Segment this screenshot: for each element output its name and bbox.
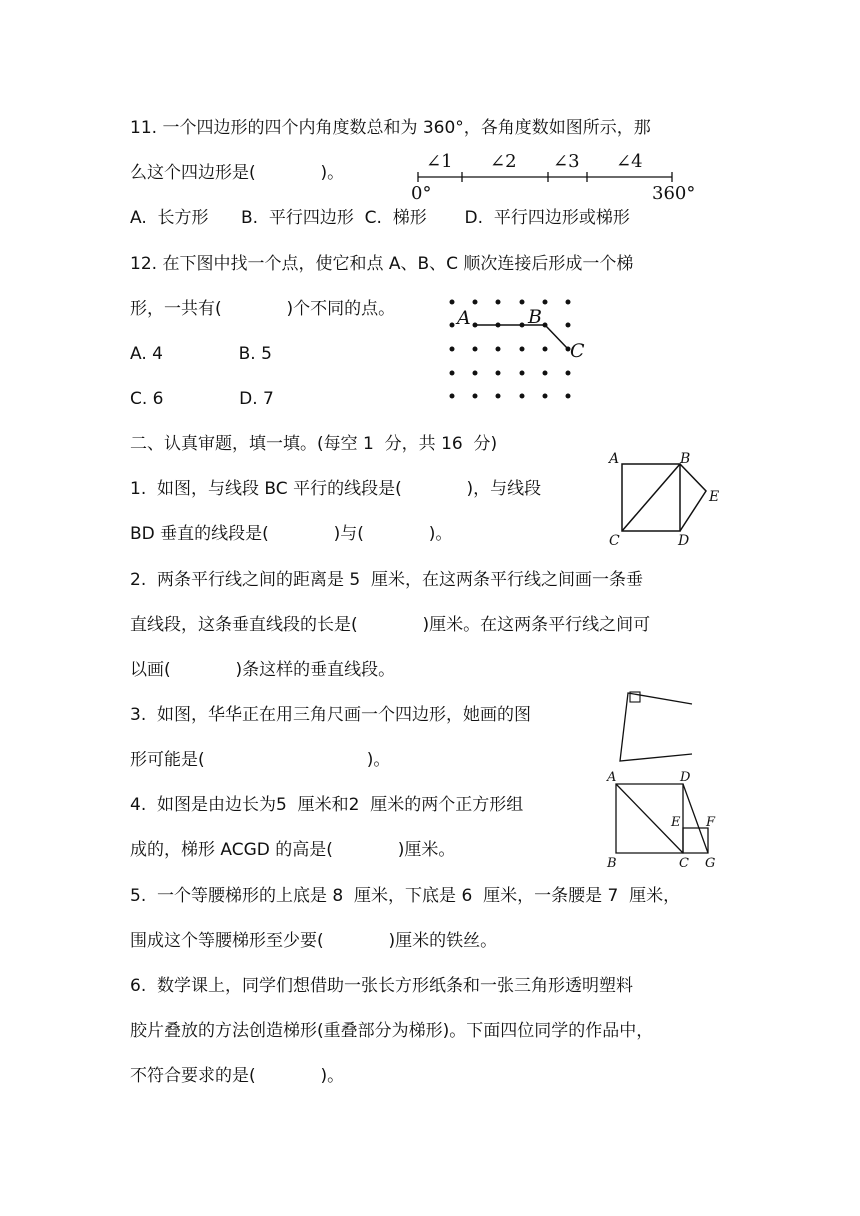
label-b: B	[680, 451, 691, 467]
q12-options-row-1: A. 4 B. 5	[130, 344, 272, 364]
q12-line-2: 形，一共有( )个不同的点。	[130, 299, 396, 319]
section-2-heading: 二、认真审题，填一填。(每空 1 分，共 16 分)	[130, 434, 498, 454]
angle-bar-figure	[408, 146, 708, 204]
point-c-label: C	[570, 340, 585, 362]
s2-q4-line-2: 成的，梯形 ACGD 的高是( )厘米。	[130, 840, 456, 860]
q12-options-row-2: C. 6 D. 7	[130, 389, 274, 409]
s2-q6-line-3: 不符合要求的是( )。	[130, 1066, 345, 1086]
end-degree-label: 360°	[652, 183, 696, 204]
label-b: B	[607, 856, 617, 870]
label-a: A	[607, 770, 617, 785]
q11-line-1: 11. 一个四边形的四个内角度数总和为 360°，各角度数如图所示，那	[130, 118, 651, 138]
two-squares-figure	[600, 766, 720, 870]
s2-q6-line-1: 6. 数学课上，同学们想借助一张长方形纸条和一张三角形透明塑料	[130, 976, 634, 996]
s2-q2-line-1: 2. 两条平行线之间的距离是 5 厘米，在这两条平行线之间画一条垂	[130, 570, 644, 590]
label-e: E	[709, 489, 720, 505]
q12-line-1: 12. 在下图中找一个点，使它和点 A、B、C 顺次连接后形成一个梯	[130, 254, 634, 274]
s2-q3-line-2: 形可能是( )。	[130, 750, 391, 770]
square-pentagon-figure	[600, 446, 730, 550]
q11-line-2: 么这个四边形是( )。	[130, 163, 345, 183]
s2-q1-line-2: BD 垂直的线段是( )与( )。	[130, 524, 453, 544]
triangle-ruler-quadrilateral-figure	[612, 684, 702, 766]
s2-q3-line-1: 3. 如图，华华正在用三角尺画一个四边形，她画的图	[130, 705, 532, 725]
label-d: D	[680, 770, 691, 785]
s2-q1-line-1: 1. 如图，与线段 BC 平行的线段是( )，与线段	[130, 479, 542, 499]
start-degree-label: 0°	[411, 183, 432, 204]
s2-q5-line-2: 围成这个等腰梯形至少要( )厘米的铁丝。	[130, 931, 498, 951]
s2-q2-line-3: 以画( )条这样的垂直线段。	[130, 660, 396, 680]
label-c: C	[679, 856, 689, 870]
label-c: C	[609, 533, 620, 549]
s2-q6-line-2: 胶片叠放的方法创造梯形(重叠部分为梯形)。下面四位同学的作品中，	[130, 1021, 654, 1041]
s2-q5-line-1: 5. 一个等腰梯形的上底是 8 厘米，下底是 6 厘米，一条腰是 7 厘米，	[130, 886, 681, 906]
label-g: G	[705, 856, 716, 870]
label-e: E	[671, 815, 681, 830]
point-b-label: B	[528, 306, 542, 328]
angle-4-label: ∠4	[616, 151, 643, 172]
label-d: D	[678, 533, 690, 549]
label-f: F	[706, 815, 716, 830]
label-a: A	[609, 451, 620, 467]
s2-q4-line-1: 4. 如图是由边长为5 厘米和2 厘米的两个正方形组	[130, 795, 524, 815]
dot-grid-figure	[440, 290, 600, 406]
angle-3-label: ∠3	[553, 151, 580, 172]
s2-q2-line-2: 直线段，这条垂直线段的长是( )厘米。在这两条平行线之间可	[130, 615, 651, 635]
point-a-label: A	[457, 307, 471, 329]
angle-1-label: ∠1	[426, 151, 453, 172]
angle-2-label: ∠2	[490, 151, 517, 172]
q11-options: A. 长方形 B. 平行四边形 C. 梯形 D. 平行四边形或梯形	[130, 208, 630, 228]
